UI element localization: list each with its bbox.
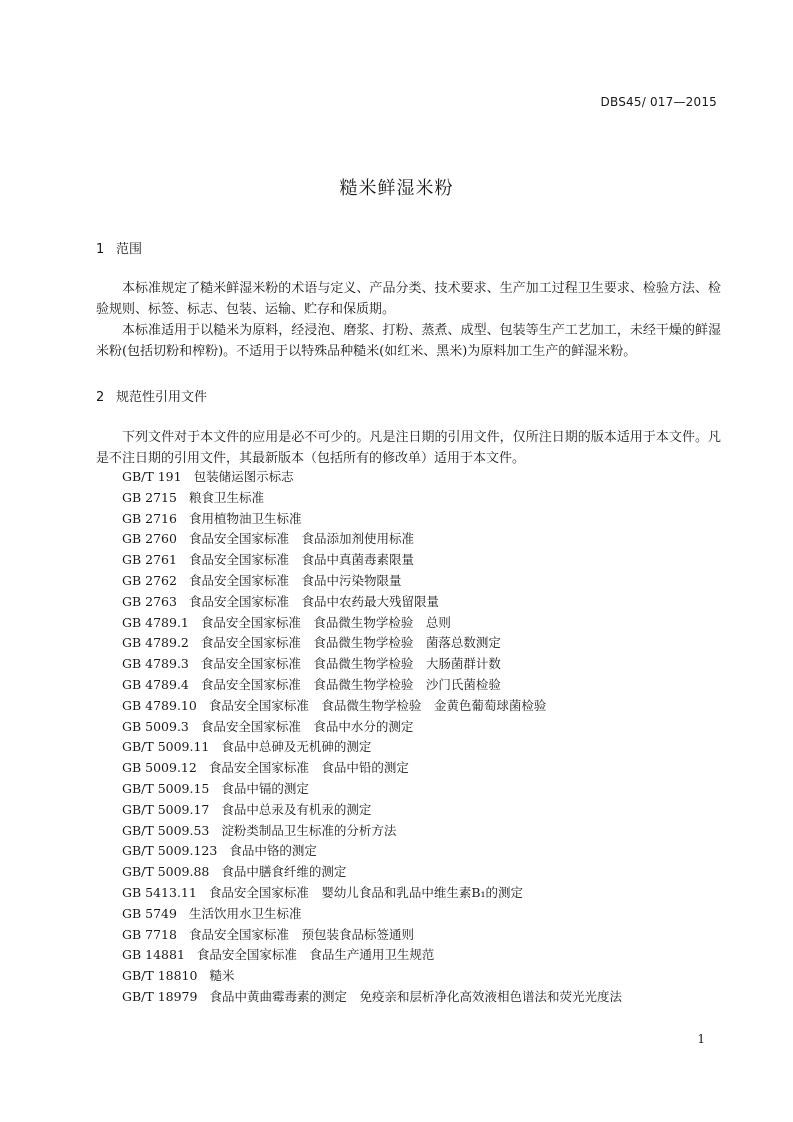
- reference-code: GB/T 18979: [122, 988, 198, 1004]
- reference-item: [122, 509, 622, 530]
- reference-title: 食品中膳食纤维的测定: [221, 864, 347, 880]
- section-1-heading: [96, 238, 142, 257]
- reference-item: [122, 779, 622, 800]
- reference-code: GB 5413.11: [122, 884, 197, 900]
- reference-code: GB 4789.4: [122, 676, 189, 692]
- section-1-paragraph-1: 本标准规定了糙米鲜湿米粉的术语与定义、产品分类、技术要求、生产加工过程卫生要求、检验方法、检验规则、标签、标志、包装、运输、贮存和保质期。: [96, 281, 721, 317]
- reference-title: 粮食卫生标准: [188, 489, 264, 505]
- document-code: DBS45/ 017—2015: [600, 95, 717, 109]
- reference-code: GB 2763: [122, 593, 177, 609]
- reference-item: [122, 821, 622, 842]
- reference-code: GB/T 18810: [122, 968, 198, 984]
- reference-title: 食品安全国家标准 食品中真菌毒素限量: [188, 552, 414, 568]
- reference-code: GB 4789.10: [122, 697, 197, 713]
- reference-code: GB 2715: [122, 489, 177, 505]
- reference-code: GB/T 5009.15: [122, 780, 210, 796]
- reference-item: [122, 633, 622, 654]
- reference-title: 食品安全国家标准 食品添加剂使用标准: [188, 531, 414, 547]
- reference-item: [122, 862, 622, 883]
- reference-title: 食品安全国家标准 预包装食品标签通则: [188, 926, 414, 942]
- reference-title: 食品中总砷及无机砷的测定: [221, 739, 372, 755]
- reference-title: 食品安全国家标准 食品中污染物限量: [188, 572, 402, 588]
- reference-title: 食品安全国家标准 食品微生物学检验 菌落总数测定: [200, 635, 501, 651]
- section-2-heading: [96, 386, 207, 405]
- reference-title: 食品安全国家标准 食品微生物学检验 总则: [200, 614, 451, 630]
- reference-code: GB/T 191: [122, 469, 182, 484]
- section-1-number: 1: [96, 242, 105, 257]
- reference-item: [122, 800, 622, 821]
- reference-list: [122, 467, 622, 1008]
- reference-code: GB 4789.1: [122, 614, 189, 630]
- reference-item: [122, 654, 622, 675]
- reference-code: GB 7718: [122, 926, 177, 942]
- reference-code: GB 4789.3: [122, 656, 189, 672]
- reference-code: GB 5009.3: [122, 718, 189, 734]
- reference-item: [122, 987, 622, 1008]
- reference-item: [122, 571, 622, 592]
- reference-title: 淀粉类制品卫生标准的分析方法: [221, 822, 397, 838]
- reference-title: 食品安全国家标准 食品微生物学检验 金黄色葡萄球菌检验: [208, 697, 547, 713]
- document-title: 糙米鲜湿米粉: [339, 178, 454, 199]
- reference-item: [122, 488, 622, 509]
- reference-item: [122, 883, 622, 904]
- reference-item: [122, 550, 622, 571]
- section-1-title: 范围: [116, 242, 143, 257]
- reference-title: 食品中黄曲霉毒素的测定 免疫亲和层析净化高效液相色谱法和荧光光度法: [209, 988, 622, 1004]
- reference-item: [122, 675, 622, 696]
- reference-title: 食品安全国家标准 婴幼儿食品和乳品中维生素B₁的测定: [208, 884, 524, 900]
- reference-title: 食品安全国家标准 食品微生物学检验 沙门氏菌检验: [200, 676, 501, 692]
- reference-item: [122, 945, 622, 966]
- reference-code: GB 2761: [122, 552, 177, 568]
- reference-item: [122, 758, 622, 779]
- reference-title: 包装储运图示标志: [193, 469, 294, 484]
- reference-code: GB 5009.12: [122, 760, 197, 776]
- reference-item: [122, 966, 622, 987]
- reference-title: 食品安全国家标准 食品中水分的测定: [200, 718, 414, 734]
- reference-code: GB/T 5009.11: [122, 739, 210, 755]
- reference-item: [122, 925, 622, 946]
- reference-item: [122, 696, 622, 717]
- reference-code: GB 5749: [122, 905, 177, 921]
- reference-item: [122, 841, 622, 862]
- reference-title: 食品中镉的测定: [221, 780, 309, 796]
- reference-title: 糙米: [209, 968, 235, 984]
- section-1-paragraph-2: 本标准适用于以糙米为原料，经浸泡、磨浆、打粉、蒸煮、成型、包装等生产工艺加工，未经干燥的鲜湿米粉(包括切粉和榨粉)。不适用于以特殊品种糙米(如红米、黑米)为原料加工生产的鲜湿米粉。: [96, 323, 721, 359]
- reference-item: [122, 717, 622, 738]
- reference-item: [122, 529, 622, 550]
- reference-code: GB 14881: [122, 947, 185, 963]
- reference-code: GB 2760: [122, 531, 177, 547]
- reference-item: [122, 467, 622, 488]
- reference-code: GB/T 5009.88: [122, 864, 210, 880]
- reference-code: GB/T 5009.17: [122, 801, 210, 817]
- reference-title: 食品安全国家标准 食品中农药最大残留限量: [188, 593, 439, 609]
- reference-code: GB/T 5009.53: [122, 822, 210, 838]
- section-2-number: 2: [96, 390, 105, 405]
- reference-title: 食用植物油卫生标准: [188, 510, 302, 526]
- section-2-intro: 下列文件对于本文件的应用是必不可少的。凡是注日期的引用文件，仅所注日期的版本适用于本文件。凡是不注日期的引用文件，其最新版本（包括所有的修改单）适用于本文件。: [96, 430, 721, 466]
- reference-title: 食品安全国家标准 食品微生物学检验 大肠菌群计数: [200, 656, 501, 672]
- reference-code: GB/T 5009.123: [122, 843, 218, 859]
- reference-title: 食品中铬的测定: [229, 843, 317, 859]
- reference-title: 生活饮用水卫生标准: [188, 905, 302, 921]
- reference-item: [122, 904, 622, 925]
- reference-code: GB 2716: [122, 510, 177, 526]
- reference-code: GB 2762: [122, 572, 177, 588]
- page-number: 1: [697, 1032, 705, 1046]
- reference-item: [122, 737, 622, 758]
- reference-title: 食品安全国家标准 食品生产通用卫生规范: [196, 947, 435, 963]
- reference-item: [122, 592, 622, 613]
- section-2-title: 规范性引用文件: [116, 390, 208, 405]
- reference-title: 食品安全国家标准 食品中铅的测定: [208, 760, 409, 776]
- reference-code: GB 4789.2: [122, 635, 189, 651]
- reference-title: 食品中总汞及有机汞的测定: [221, 801, 372, 817]
- reference-item: [122, 613, 622, 634]
